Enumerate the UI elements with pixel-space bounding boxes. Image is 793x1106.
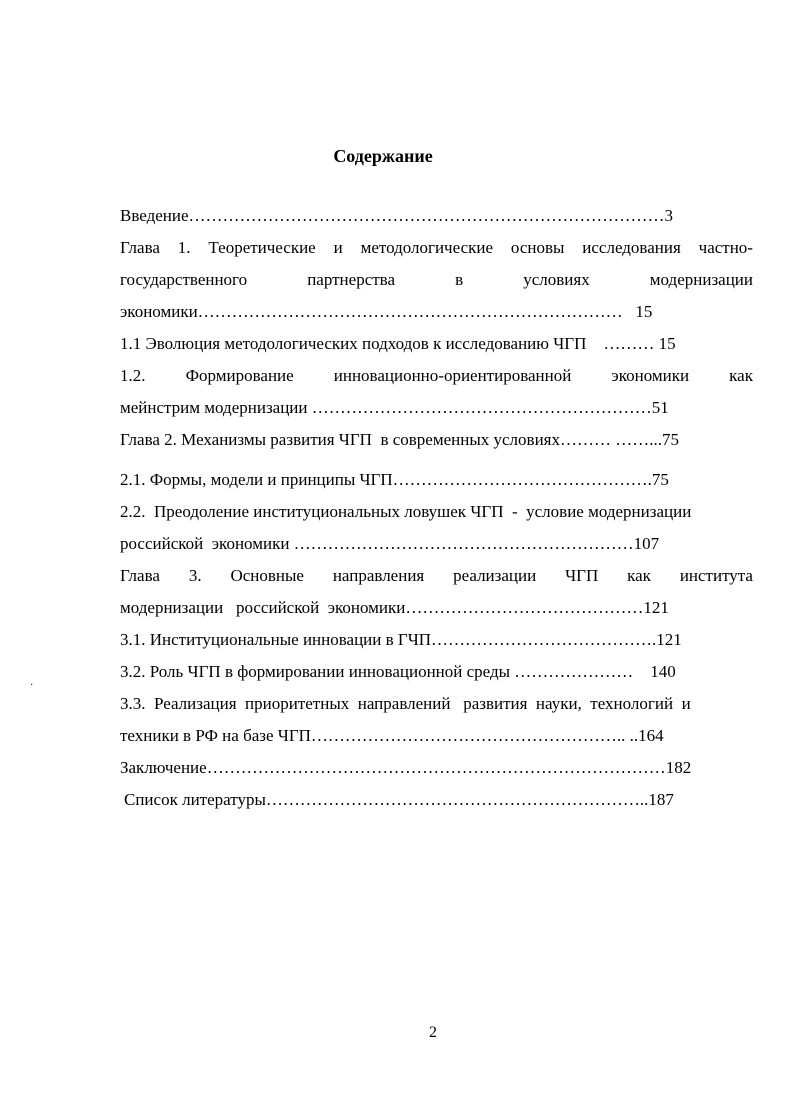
word: 1. [177, 238, 191, 257]
page-title: Содержание [333, 146, 433, 166]
toc-chapter-1-line-1 [120, 238, 753, 258]
word: 1.2. [120, 366, 146, 385]
toc-section-3-3-line-1: 3.3. Реализация приоритетных направлений развития науки, технологий и [120, 694, 691, 713]
toc-section-2-2-line-1: 2.2. Преодоление институциональных ловушек ЧГП - условие модернизации [120, 502, 692, 521]
toc-section-3-3-line-2: техники в РФ на базе ЧГП……………………………………………….. ..164 [120, 726, 664, 745]
page-number: 2 [429, 1024, 437, 1041]
toc-section-1-2-line-1 [120, 366, 753, 386]
word: в [455, 270, 464, 289]
word: инновационно-ориентированной [333, 366, 572, 385]
word: Формирование [185, 366, 294, 385]
word: экономики [611, 366, 690, 385]
word: Глава [120, 566, 160, 585]
word: и [333, 238, 343, 257]
word: 3. [188, 566, 202, 585]
word: реализации [453, 566, 537, 585]
toc-introduction: Введение…………………………………………………………………………3 [120, 206, 674, 225]
word: методологические [360, 238, 494, 257]
word: условиях [523, 270, 590, 289]
toc-references: Список литературы…………………………………………………………..187 [124, 790, 674, 809]
toc-conclusion: Заключение………………………………………………………………………182 [120, 758, 692, 777]
word: исследования [582, 238, 681, 257]
toc-section-1-1: 1.1 Эволюция методологических подходов к исследованию ЧГП ……… 15 [120, 334, 676, 353]
toc-chapter-3-line-1 [120, 566, 753, 586]
word: Основные [230, 566, 304, 585]
word: института [679, 566, 753, 585]
word: направления [332, 566, 425, 585]
word: государственного [120, 270, 248, 289]
word: партнерства [307, 270, 396, 289]
toc-section-2-1: 2.1. Формы, модели и принципы ЧГП……………………………………….75 [120, 470, 669, 489]
toc-chapter-2: Глава 2. Механизмы развития ЧГП в современных условиях……… ……...75 [120, 430, 679, 449]
word: частно- [698, 238, 753, 257]
word: как [729, 366, 753, 385]
toc-section-3-2: 3.2. Роль ЧГП в формировании инновационной среды ………………… 140 [120, 662, 676, 681]
toc-section-3-1: 3.1. Институциональные инновации в ГЧП………………………………….121 [120, 630, 682, 649]
word: как [627, 566, 651, 585]
scan-artifact-dot: · [30, 680, 34, 691]
word: Теоретические [208, 238, 316, 257]
word: модернизации [649, 270, 753, 289]
word: ЧГП [565, 566, 599, 585]
toc-chapter-3-line-2: модернизации российской экономики……………………………………121 [120, 598, 669, 617]
toc-section-2-2-line-2: российской экономики ……………………………………………………107 [120, 534, 660, 553]
toc-section-1-2-line-2: мейнстрим модернизации ……………………………………………………51 [120, 398, 669, 417]
word: Глава [120, 238, 160, 257]
toc-chapter-1-line-3: экономики………………………………………………………………… 15 [120, 302, 653, 321]
toc-chapter-1-line-2 [120, 270, 753, 290]
word: основы [510, 238, 565, 257]
